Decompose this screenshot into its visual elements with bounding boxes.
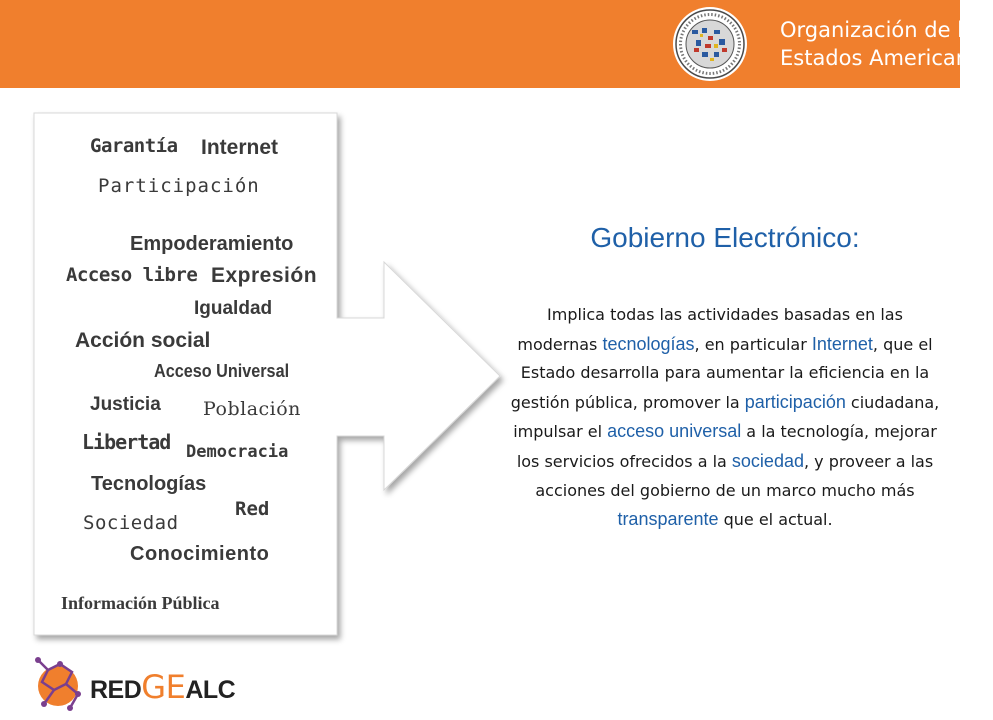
org-name-line2: Estados Americanos: [780, 46, 993, 70]
word-empoderamiento: Empoderamiento: [130, 233, 294, 255]
org-name-line1: Organización de los: [780, 18, 987, 42]
word-justicia: Justicia: [90, 394, 161, 415]
highlight-tecnologias: tecnologías: [602, 333, 695, 354]
logo-alc: ALC: [185, 676, 236, 704]
word-sociedad: Sociedad: [83, 512, 179, 534]
word-expresion: Expresión: [211, 264, 318, 287]
word-accion-social: Acción social: [75, 329, 211, 352]
redgealc-logo-icon: [30, 650, 86, 714]
word-libertad: Libertad: [82, 430, 171, 454]
definition-text-3: , que el Estado desarrolla para aumentar la eficiencia en la gestión pública, promover la: [510, 334, 933, 412]
word-acceso-universal: Acceso Universal: [154, 361, 290, 381]
logo-red: RED: [90, 676, 142, 704]
redgealc-logo-text: [90, 668, 235, 706]
highlight-transparente: transparente: [617, 509, 719, 530]
definition-text-5: a la tecnología, mejorar los servicios ofrecidos a la: [516, 422, 937, 471]
word-informacion-publica: Información Pública: [61, 593, 220, 613]
word-tecnologias: Tecnologías: [91, 473, 207, 495]
logo-ge: GE: [141, 668, 186, 706]
highlight-acceso-universal: acceso universal: [607, 421, 742, 442]
definition-text-7: que el actual.: [718, 510, 833, 530]
definition-title: Gobierno Electrónico:: [590, 222, 860, 253]
highlight-participacion: participación: [744, 391, 846, 412]
word-acceso-libre: Acceso libre: [66, 264, 198, 286]
definition-text-6: , y proveer a las acciones del gobierno de un marco mucho más: [535, 451, 934, 500]
definition-text-1: Implica todas las actividades basadas en las modernas: [517, 305, 903, 354]
word-red: Red: [235, 498, 270, 520]
word-poblacion: Población: [203, 398, 301, 420]
definition-body: [505, 301, 945, 535]
highlight-sociedad: sociedad: [731, 450, 804, 471]
word-democracia: Democracia: [186, 442, 289, 462]
highlight-internet: Internet: [811, 333, 873, 354]
definition-text-2: , en particular: [694, 334, 812, 354]
word-participacion: Participación: [98, 175, 260, 197]
word-conocimiento: Conocimiento: [130, 543, 270, 565]
word-internet: Internet: [201, 136, 279, 159]
definition-text-4: ciudadana, impulsar el: [513, 392, 940, 442]
word-garantia: Garantía: [90, 135, 178, 157]
word-igualdad: Igualdad: [194, 298, 273, 319]
